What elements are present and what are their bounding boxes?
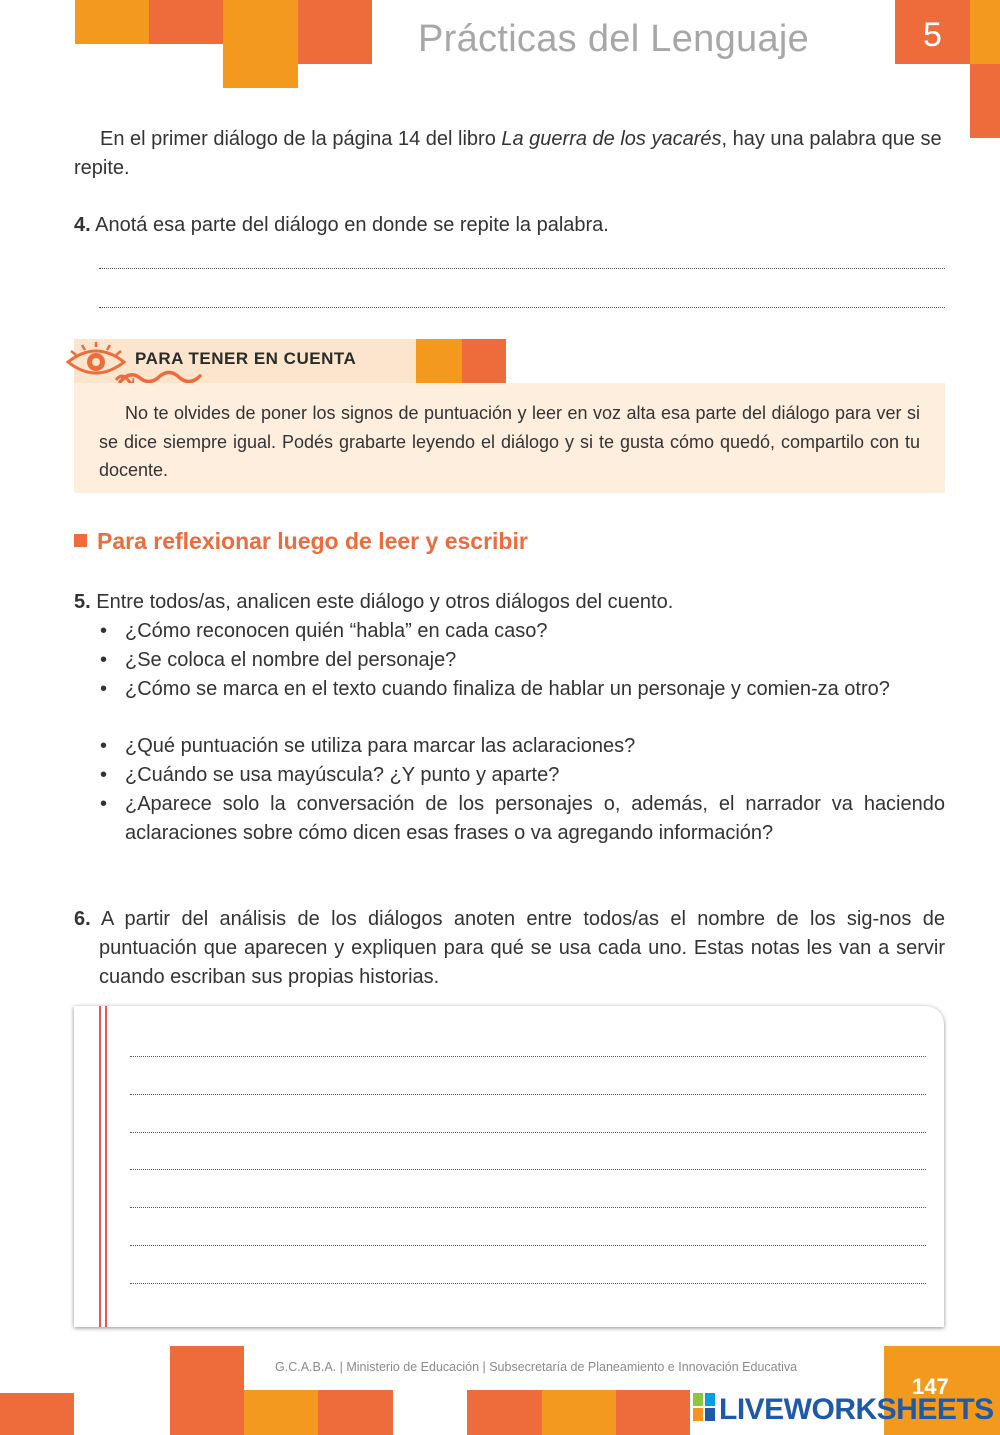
section-title: Para reflexionar luego de leer y escribir	[97, 528, 528, 554]
footer-decor-block	[467, 1390, 542, 1435]
header-decor-block	[970, 64, 1000, 138]
bullet-icon: •	[100, 678, 108, 700]
question-number: 4.	[74, 214, 91, 236]
section-heading	[74, 528, 528, 555]
bullet-icon: •	[100, 735, 108, 757]
list-item-text: ¿Qué puntuación se utiliza para marcar las aclaraciones?	[125, 735, 636, 757]
list-item-text: ¿Aparece solo la conversación de los personajes o, además, el narrador va haciendo aclaraciones sobre cómo dicen esas frases o va agregando información?	[125, 793, 945, 844]
intro-paragraph	[74, 125, 945, 183]
question-number: 6.	[74, 908, 91, 930]
header-decor-block	[970, 0, 1000, 64]
answer-line[interactable]	[130, 1132, 926, 1133]
header-decor-block	[298, 0, 372, 64]
list-item-text: ¿Cuándo se usa mayúscula? ¿Y punto y aparte?	[125, 764, 560, 786]
list-item	[100, 761, 945, 790]
square-bullet-icon	[74, 534, 87, 547]
list-item	[100, 675, 945, 704]
page-number: 147	[912, 1374, 949, 1399]
header-decor-block	[149, 0, 223, 44]
tip-body-text: No te olvides de poner los signos de puntuación y leer en voz alta esa parte del diálogo para ver si se dice siempre igual. Podés grabarte leyendo el diálogo y si te gusta cómo quedó, compartilo con tu docente.	[99, 403, 920, 480]
bullet-icon: •	[100, 764, 108, 786]
margin-line	[99, 1006, 101, 1327]
notebook-answer-area	[74, 1006, 944, 1327]
footer-decor-block	[542, 1390, 616, 1435]
footer-decor-block	[616, 1390, 690, 1435]
bullet-icon: •	[100, 649, 108, 671]
bullet-icon: •	[100, 793, 108, 815]
question-text: Entre todos/as, analicen este diálogo y otros diálogos del cuento.	[96, 591, 674, 613]
footer-decor-block	[244, 1390, 318, 1435]
page-title: Prácticas del Lenguaje	[418, 18, 810, 60]
intro-text-after: , hay una palabra que se repite.	[74, 128, 942, 179]
margin-line	[105, 1006, 107, 1327]
tip-decor-block	[462, 339, 506, 383]
answer-line[interactable]	[130, 1283, 926, 1284]
footer-decor-block	[0, 1393, 74, 1435]
liveworksheets-watermark[interactable]	[693, 1393, 994, 1427]
footer-decor-block	[170, 1346, 244, 1435]
question-text: A partir del análisis de los diálogos anoten entre todos/as el nombre de los sig-nos de puntuación que aparecen y expliquen para qué se usa cada uno. Estas notas les van a servir cuando escriban sus propias historias.	[99, 908, 945, 988]
bullet-icon: •	[100, 620, 108, 642]
liveworksheets-logo-icon	[693, 1393, 715, 1421]
question-number: 5.	[74, 591, 91, 613]
question-text: Anotá esa parte del diálogo en donde se repite la palabra.	[95, 214, 609, 236]
list-item-text: ¿Cómo se marca en el texto cuando finaliza de hablar un personaje y comien-za otro?	[125, 678, 890, 700]
book-title: La guerra de los yacarés	[501, 128, 722, 150]
answer-line[interactable]	[99, 307, 945, 308]
answer-line[interactable]	[130, 1207, 926, 1208]
header-decor-block	[223, 0, 298, 88]
footer-credit: G.C.A.B.A. | Ministerio de Educación | Subsecretaría de Planeamiento e Innovación Educativa	[275, 1360, 798, 1374]
footer-decor-block	[318, 1390, 393, 1435]
answer-line[interactable]	[130, 1094, 926, 1095]
list-item	[100, 790, 945, 848]
answer-line[interactable]	[99, 268, 945, 269]
list-item	[100, 617, 945, 646]
header-decor-block	[75, 0, 149, 44]
list-item	[100, 646, 945, 675]
question-6	[74, 905, 945, 992]
answer-line[interactable]	[130, 1169, 926, 1170]
list-item-text: ¿Se coloca el nombre del personaje?	[125, 649, 457, 671]
question-5	[74, 588, 945, 617]
tip-title: PARA TENER EN CUENTA	[135, 349, 357, 368]
intro-text-before: En el primer diálogo de la página 14 del libro	[100, 128, 502, 150]
question-4	[74, 211, 945, 240]
tip-decor-block	[416, 339, 462, 383]
list-item-text: ¿Cómo reconocen quién “habla” en cada caso?	[125, 620, 548, 642]
answer-line[interactable]	[130, 1056, 926, 1057]
watermark-text: LIVEWORKSHEETS	[719, 1393, 994, 1426]
unit-number-badge: 5	[895, 0, 970, 64]
answer-line[interactable]	[130, 1245, 926, 1246]
list-item	[100, 732, 945, 761]
